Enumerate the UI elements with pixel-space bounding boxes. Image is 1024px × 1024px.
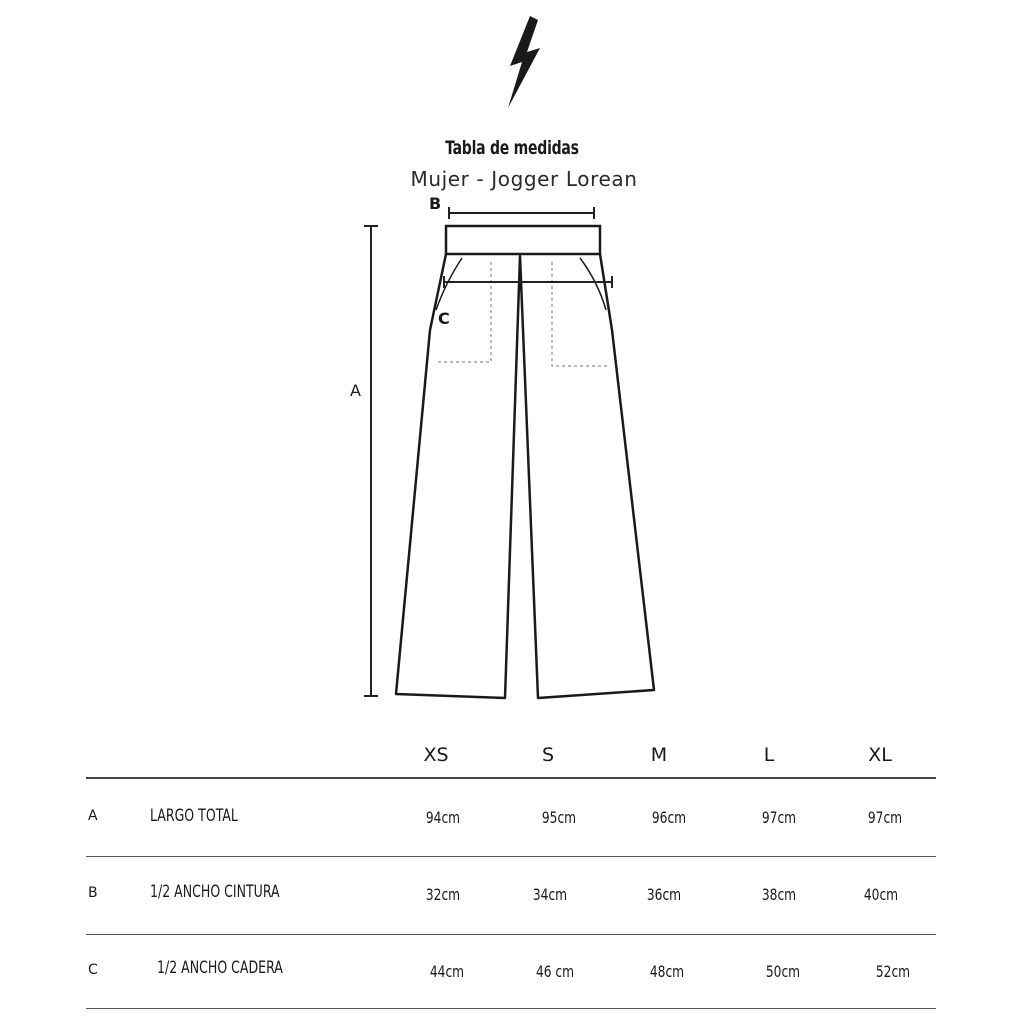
table-row-rule [86, 856, 936, 857]
row-name: LARGO TOTAL [150, 806, 238, 826]
measure-b-line [449, 207, 594, 219]
measure-a-line [364, 226, 378, 696]
table-cell: 97cm [761, 808, 797, 827]
table-cell: 38cm [761, 885, 797, 904]
table-cell: 32cm [425, 885, 461, 904]
row-name: 1/2 ANCHO CINTURA [150, 882, 280, 902]
row-code: A [88, 808, 98, 824]
page-subtitle: Mujer - Jogger Lorean [410, 167, 638, 191]
table-cell: 94cm [425, 808, 461, 827]
size-header-s: S [541, 744, 555, 766]
row-code: B [88, 885, 98, 901]
label-c: C [438, 309, 450, 328]
page-title: Tabla de medidas [445, 137, 579, 159]
table-cell: 96cm [651, 808, 687, 827]
pants-outline [396, 254, 654, 698]
measure-c-line [444, 276, 612, 288]
right-pocket-bag [552, 262, 608, 366]
table-cell: 52cm [875, 962, 911, 981]
size-header-xs: XS [423, 744, 449, 766]
table-cell: 48cm [649, 962, 685, 981]
row-code: C [88, 962, 98, 978]
table-cell: 97cm [867, 808, 903, 827]
table-cell: 46 cm [535, 962, 575, 981]
label-b: B [429, 194, 442, 213]
row-name: 1/2 ANCHO CADERA [157, 958, 283, 978]
table-cell: 44cm [429, 962, 465, 981]
size-header-m: M [650, 744, 668, 766]
table-header-rule [86, 777, 936, 779]
table-cell: 36cm [646, 885, 682, 904]
table-row-rule [86, 934, 936, 935]
table-cell: 34cm [532, 885, 568, 904]
table-cell: 95cm [541, 808, 577, 827]
table-cell: 50cm [765, 962, 801, 981]
size-header-l: L [763, 744, 775, 766]
label-a: A [350, 381, 361, 400]
size-header-xl: XL [868, 744, 892, 766]
table-cell: 40cm [863, 885, 899, 904]
waistband [446, 226, 600, 254]
table-bottom-rule [86, 1008, 936, 1009]
